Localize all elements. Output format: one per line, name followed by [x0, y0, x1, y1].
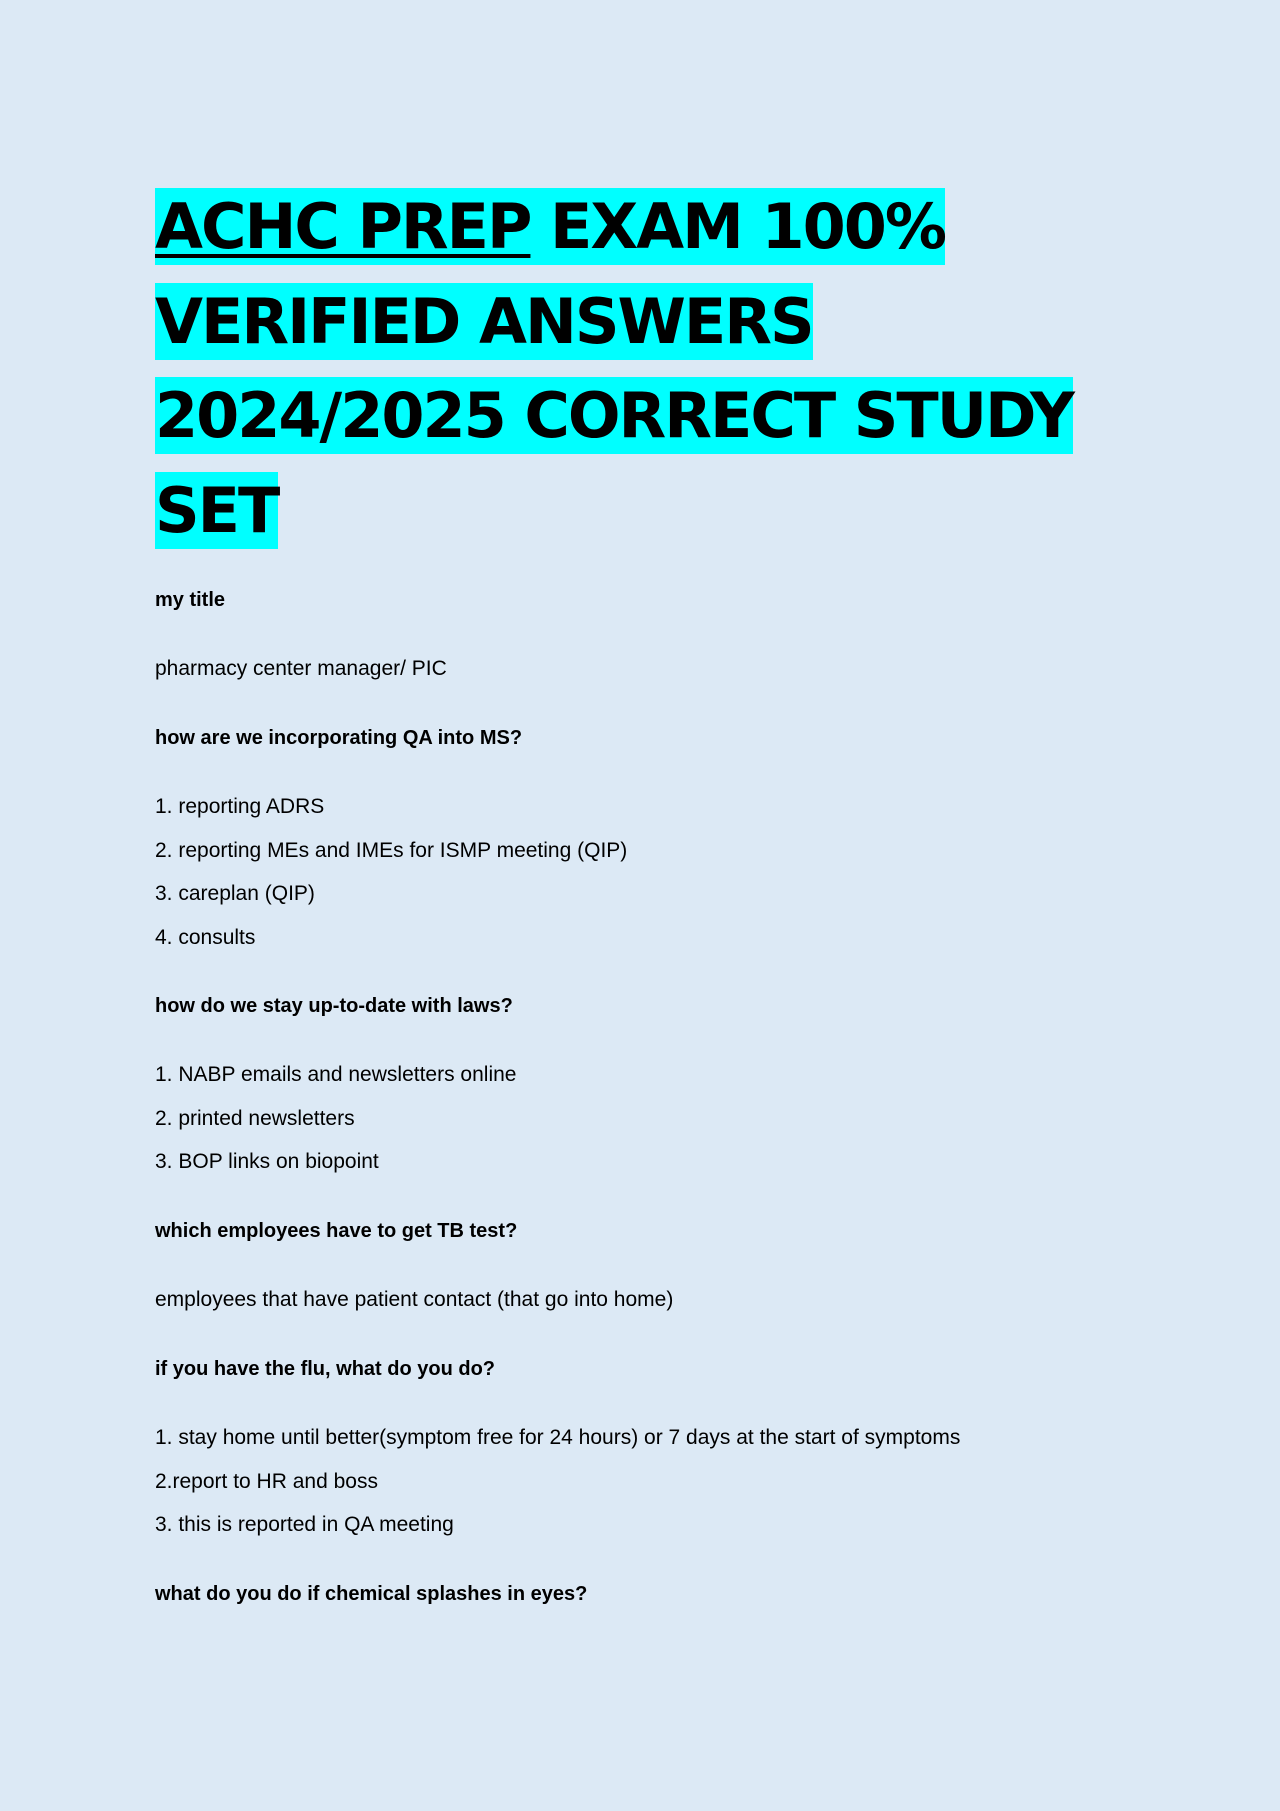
document-title [155, 180, 1115, 558]
question: if you have the flu, what do you do? [155, 1358, 495, 1380]
answer-list [155, 789, 1155, 988]
answer-item: 1. NABP emails and newsletters online [155, 1063, 517, 1086]
answer: pharmacy center manager/ PIC [155, 657, 447, 680]
answer-item: 2. reporting MEs and IMEs for ISMP meeting (QIP) [155, 838, 628, 862]
title-underlined-text: ACHC PREP [155, 190, 531, 263]
question: how do we stay up-to-date with laws? [155, 995, 513, 1017]
question: which employees have to get TB test? [155, 1220, 518, 1242]
question: how are we incorporating QA into MS? [155, 727, 523, 749]
title-highlight [155, 188, 1073, 549]
answer-item: 3. careplan (QIP) [155, 882, 315, 905]
answer-list [155, 1420, 1155, 1576]
answer-item: 4. consults [155, 925, 256, 949]
title-text: EXAM 100% VERIFIED ANSWERS 2024/2025 CORRECT STUDY SET [155, 190, 1073, 547]
question: what do you do if chemical splashes in eyes? [155, 1583, 588, 1605]
answer: employees that have patient contact (that go into home) [155, 1288, 674, 1311]
answer-item: 1. stay home until better(symptom free for 24 hours) or 7 days at the start of symptoms [155, 1426, 961, 1449]
answer-item: 2.report to HR and boss [155, 1469, 378, 1493]
answer-item: 3. BOP links on biopoint [155, 1150, 379, 1173]
answer-list [155, 1057, 1155, 1213]
question: my title [155, 589, 226, 611]
qa-content [155, 582, 1155, 1645]
answer-item: 1. reporting ADRS [155, 795, 325, 818]
answer-item: 2. printed newsletters [155, 1106, 355, 1130]
answer-item: 3. this is reported in QA meeting [155, 1513, 454, 1536]
